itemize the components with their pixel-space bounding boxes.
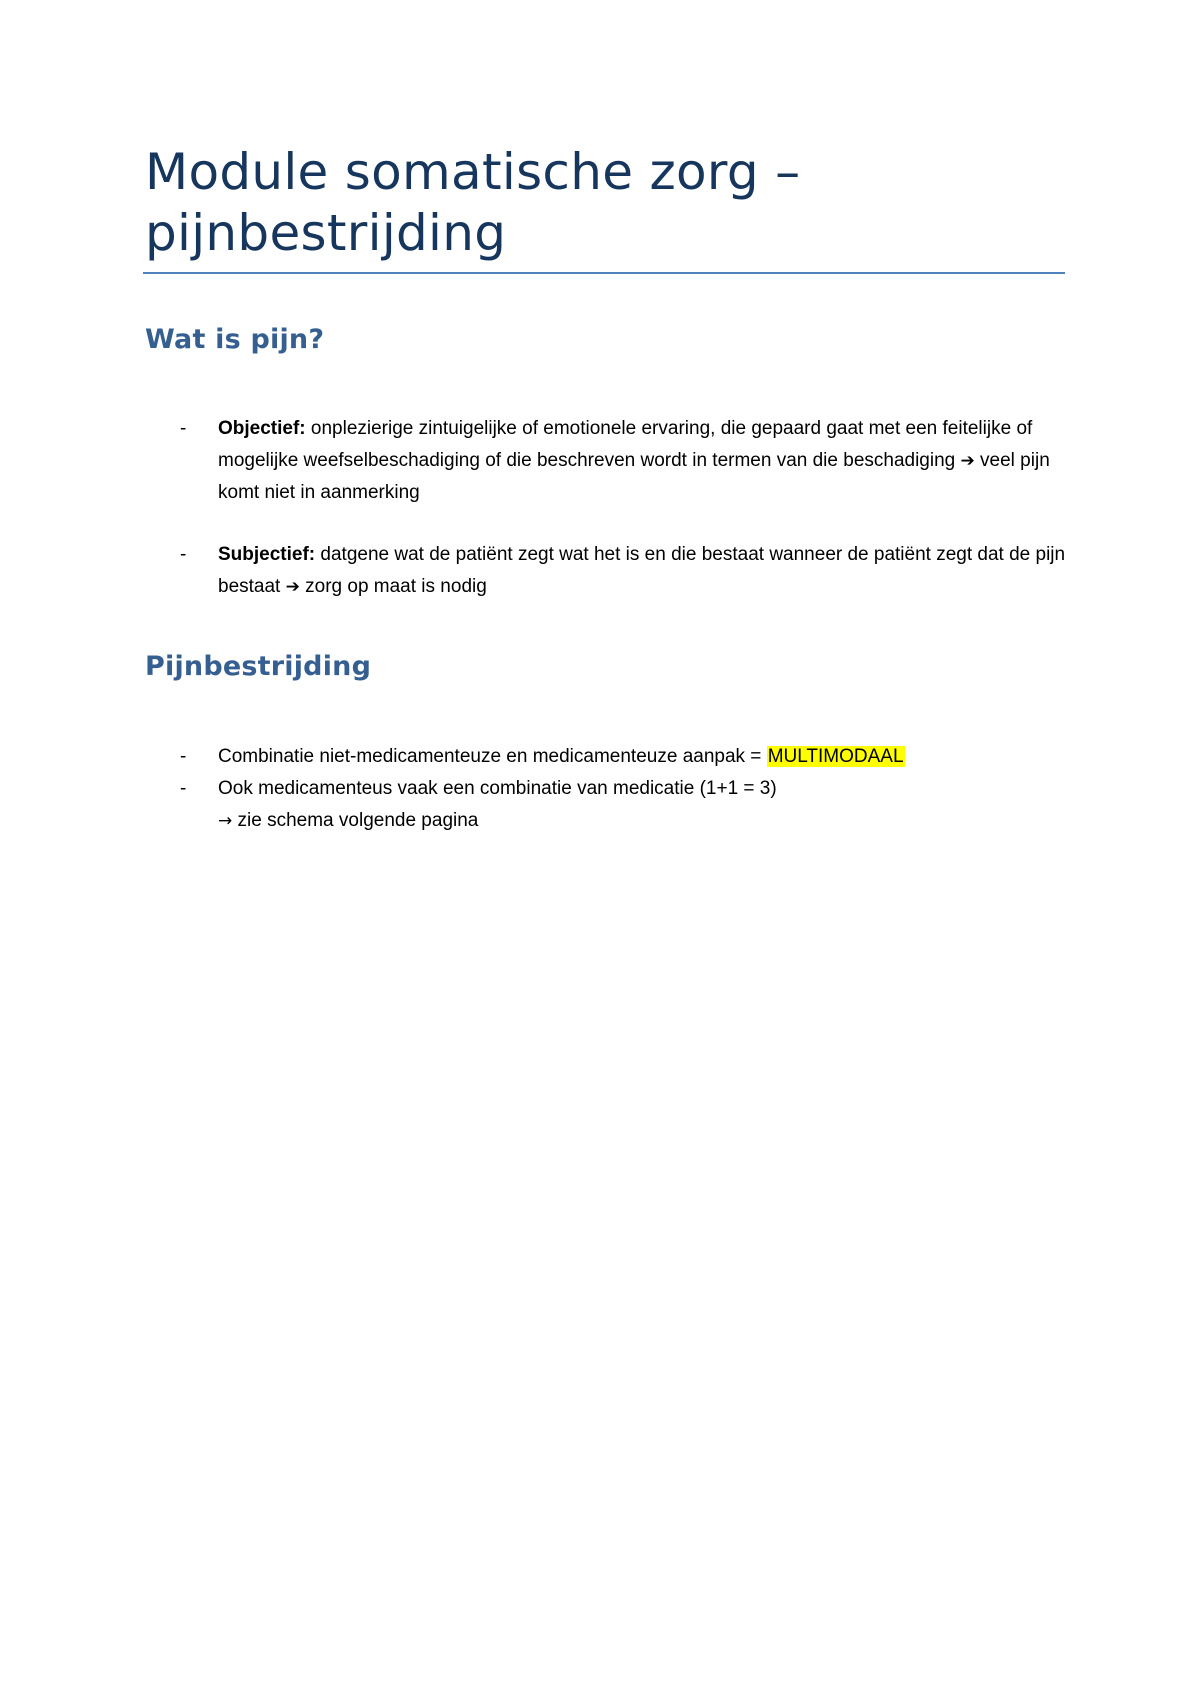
list-item-medicamenteus bbox=[180, 773, 1070, 837]
page-title: Module somatische zorg – pijnbestrijding bbox=[145, 143, 801, 262]
right-arrow-icon: ➔ bbox=[285, 577, 300, 597]
term-label: Objectief: bbox=[218, 418, 306, 439]
item-text: Ook medicamenteus vaak een combinatie van medicatie (1+1 = 3) bbox=[218, 778, 777, 799]
right-arrow-icon: → bbox=[218, 811, 233, 831]
list-item-subjectief bbox=[180, 539, 1070, 603]
highlighted-term: MULTIMODAAL bbox=[767, 746, 904, 767]
consequence-text: veel pijn komt niet in aanmerking bbox=[218, 450, 1050, 503]
title-underline bbox=[143, 272, 1065, 274]
definition-list bbox=[180, 413, 1070, 603]
definition-text: datgene wat de patiënt zegt wat het is en die bestaat wanneer de patiënt zegt dat de pijn bestaat bbox=[218, 544, 1066, 597]
definition-text: onplezierige zintuigelijke of emotionele ervaring, die gepaard gaat met een feitelijke of mogelijke weefselbeschadiging of die beschreven wordt in termen van die beschadiging bbox=[218, 418, 1033, 471]
list-bullet: - bbox=[180, 418, 187, 439]
list-bullet: - bbox=[180, 778, 187, 799]
pijnbestrijding-list bbox=[180, 741, 1070, 837]
right-arrow-icon: ➔ bbox=[960, 451, 975, 471]
list-item-objectief bbox=[180, 413, 1070, 509]
section-heading-pijnbestrijding: Pijnbestrijding bbox=[145, 651, 372, 682]
term-label: Subjectief: bbox=[218, 544, 316, 565]
item-text: Combinatie niet-medicamenteuze en medicamenteuze aanpak = bbox=[218, 746, 767, 767]
list-bullet: - bbox=[180, 544, 187, 565]
list-bullet: - bbox=[180, 746, 187, 767]
section-heading-wat-is-pijn: Wat is pijn? bbox=[145, 324, 325, 355]
list-item-combinatie bbox=[180, 741, 1070, 773]
reference-text: zie schema volgende pagina bbox=[232, 810, 479, 831]
consequence-text: zorg op maat is nodig bbox=[299, 576, 487, 597]
